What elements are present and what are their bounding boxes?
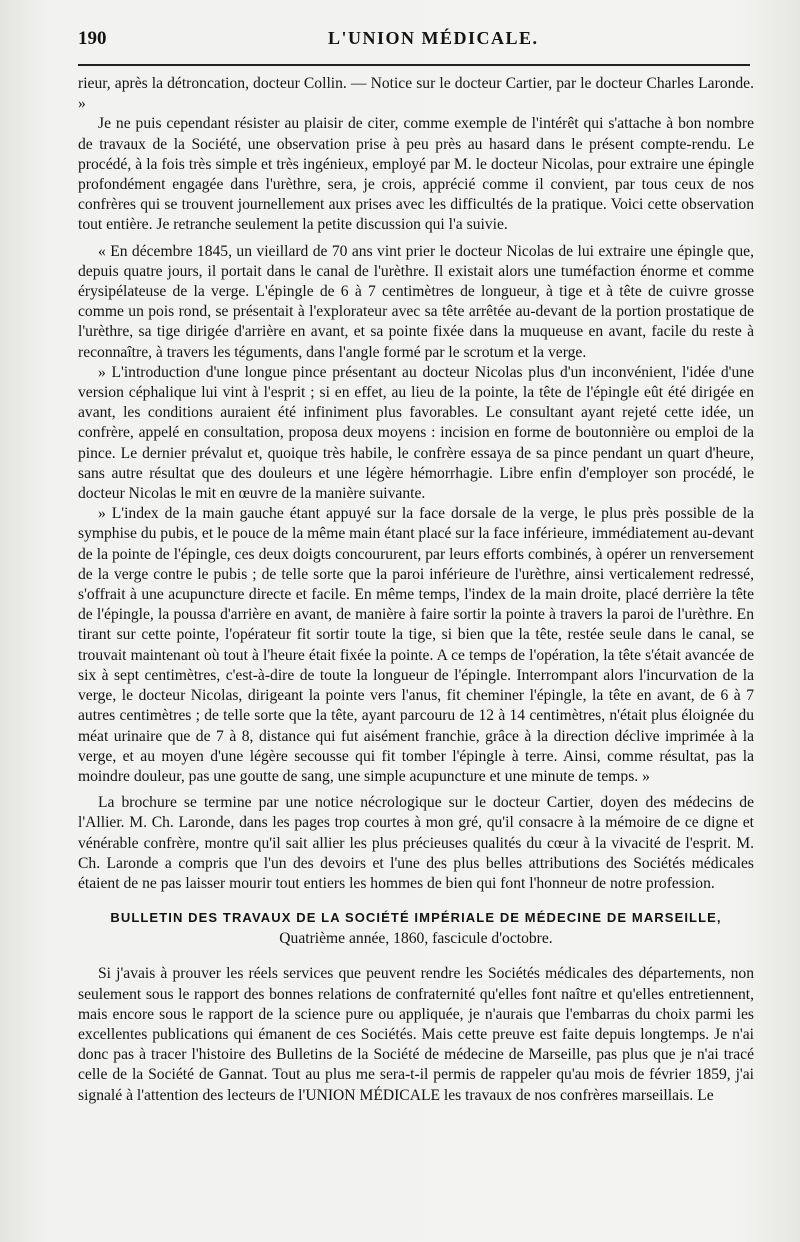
bulletin-subheading: Quatrième année, 1860, fascicule d'octobre. [279, 930, 553, 948]
paragraph: La brochure se termine par une notice nécrologique sur le docteur Cartier, doyen des médecins de l'Allier. M. Ch. Laronde, dans les pages trop courtes à mon gré, qu'il consacre à la mémoire de ce digne et vénérable confrère, montre qu'il sait allier les plus précieuses qualités du cœur à la vivacité de l'esprit. M. Ch. Laronde a compris que l'un des devoirs et l'une des plus belles attributions des Sociétés médicales étaient de ne pas laisser mourir tout entiers les hommes de bien qui font l'honneur de notre profession. [78, 794, 754, 892]
running-title: L'UNION MÉDICALE. [328, 28, 539, 48]
paragraph-quote: » L'introduction d'une longue pince présentant au docteur Nicolas plus d'un inconvénient, l'idée d'une version céphalique lui vint à l'esprit ; si en effet, au lieu de la pointe, la tête de l'épingle eût été dirigée en avant, les conditions auraient été infiniment plus favorables. Le consultant ayant rejeté cette idée, un confrère, appelé en consultation, proposa deux moyens : incision en forme de boutonnière ou emploi de la pince. Le dernier prévalut et, quoique très habile, le confrère essaya de sa pince pendant un quart d'heure, sans autre résultat que des douleurs et une légère hémorrhagie. Libre enfin d'employer son procédé, le docteur Nicolas le mit en œuvre de la manière suivante. [78, 363, 754, 503]
body-text [78, 74, 754, 1106]
paragraph: Je ne puis cependant résister au plaisir de citer, comme exemple de l'intérêt qui s'attache à bon nombre de travaux de la Société, une observation prise à peu près au hasard dans le présent compte-rendu. Le procédé, à la fois très simple et très ingénieux, employé par M. le docteur Nicolas, pour extraire une épingle profondément engagée dans l'urèthre, sera, je crois, apprécié comme il convient, par tous ceux de nos confrères qui se trouvent journellement aux prises avec les difficultés de la pratique. Voici cette observation tout entière. Je retranche seulement la petite discussion qui l'a suivie. [78, 115, 754, 234]
page-number: 190 [78, 28, 107, 49]
bulletin-heading: BULLETIN DES TRAVAUX DE LA SOCIÉTÉ IMPÉRIALE DE MÉDECINE DE MARSEILLE, [110, 910, 722, 926]
header-rule [78, 64, 750, 66]
paragraph-quote: « En décembre 1845, un vieillard de 70 ans vint prier le docteur Nicolas de lui extraire une épingle que, depuis quatre jours, il portait dans le canal de l'urèthre. Il existait alors une tuméfaction énorme et comme érysipélateuse de la verge. L'épingle de 6 à 7 centimètres de longueur, à tige et à tête de cuivre grosse comme un pois rond, se présentait à l'explorateur avec sa tête arrêtée au-devant de la portion prostatique de l'urèthre, sa tige dirigée d'arrière en avant, et sa pointe fixée dans la muqueuse en avant, facile du reste à reconnaître, à travers les téguments, dans l'angle formé par le scrotum et la verge. [78, 242, 754, 361]
paragraph-continuation: rieur, après la détroncation, docteur Collin. — Notice sur le docteur Cartier, par le docteur Charles Laronde. » [78, 75, 754, 113]
paragraph: Si j'avais à prouver les réels services que peuvent rendre les Sociétés médicales des départements, non seulement sous le rapport des bonnes relations de confraternité qu'elles font naître et qu'elles entretiennent, mais encore sous le rapport de la science pure ou appliquée, je n'aurais que l'embarras du choix parmi les excellentes publications qui émanent de ces Sociétés. Mais cette preuve est faite depuis longtemps. Je n'ai donc pas à tracer l'histoire des Bulletins de la Société de médecine de Marseille, pas plus que je n'ai tracé celle de la Société de Gannat. Tout au plus me sera-t-il permis de rappeler qu'au mois de février 1859, j'ai signalé à l'attention des lecteurs de l'UNION MÉDICALE les travaux de nos confrères marseillais. Le [78, 965, 754, 1104]
page-header [78, 28, 756, 60]
paragraph-quote: » L'index de la main gauche étant appuyé sur la face dorsale de la verge, le plus près possible de la symphise du pubis, et le pouce de la même main étant placé sur la face inférieure, immédiatement au-devant de la pointe de l'épingle, ces deux doigts concoururent, par leurs efforts combinés, à opérer un renversement de la verge contre le pubis ; de telle sorte que la paroi inférieure de l'urèthre, ainsi verticalement redressé, s'offrait à une acupuncture directe et facile. En même temps, l'index de la main droite, placé derrière la tête de l'épingle, la poussa d'arrière en avant, de manière à faire sortir la pointe à travers la paroi de l'urèthre. En tirant sur cette pointe, l'opérateur fit sortir toute la tige, si bien que la tête, restée seule dans le canal, se trouvait maintenant où tout à l'heure était fixée la pointe. A ce temps de l'opération, la tête s'était avancée de six à sept centimètres, c'est-à-dire de toute la longueur de l'épingle. Interrompant alors l'incurvation de la verge, le docteur Nicolas, dirigeant la pointe vers l'anus, fit cheminer l'épingle, la tête en avant, de 6 à 7 autres centimètres ; de telle sorte que la tête, ayant parcouru de 12 à 14 centimètres, n'était plus éloignée du méat urinaire que de 7 à 8, distance qui fut aisément franchie, grâce à la direction déclive imprimée à la verge, et au moyen d'une légère secousse qui fit tomber l'épingle à terre. Ainsi, comme résultat, pas la moindre douleur, pas une goutte de sang, une simple acupuncture et une minute de temps. » [78, 505, 754, 785]
